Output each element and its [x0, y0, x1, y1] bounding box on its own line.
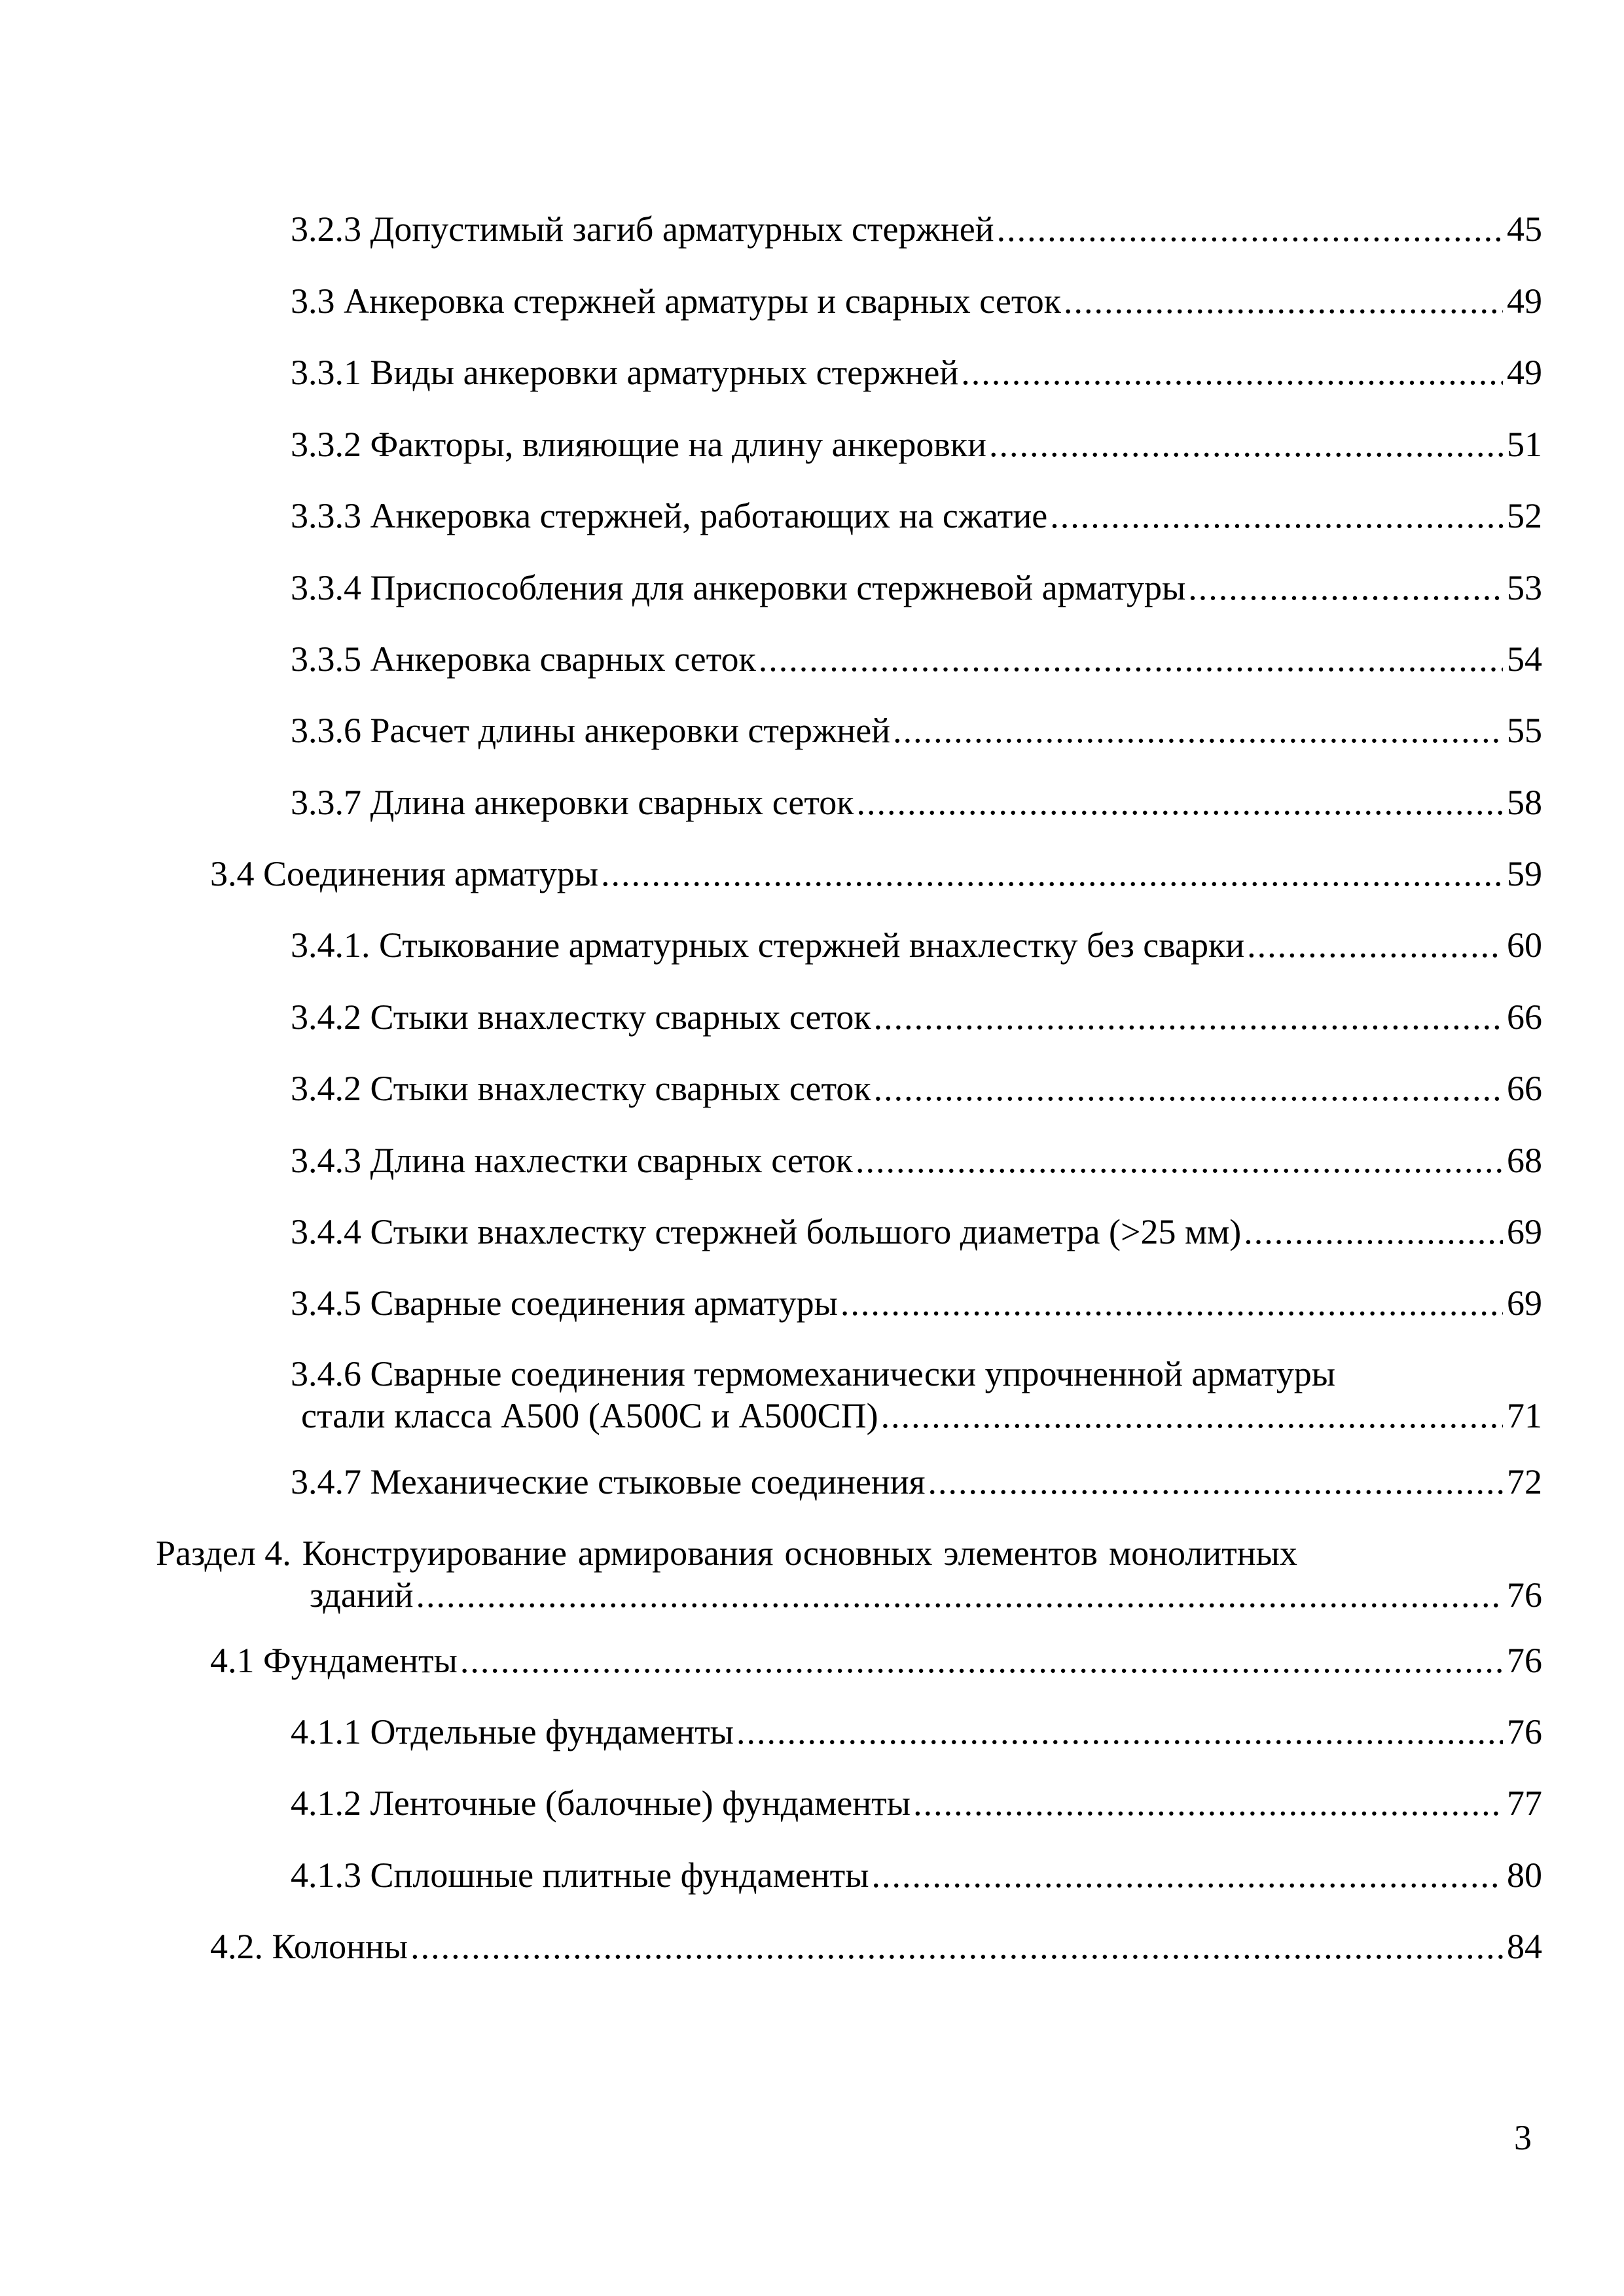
toc-entry-page: 59: [1507, 854, 1542, 893]
dot-leader: [410, 1926, 1503, 1967]
toc-entry-title: Анкеровка стержней арматуры и сварных сеток: [344, 281, 1061, 321]
toc-entry[interactable]: [291, 208, 1542, 250]
toc-entry-title: Сварные соединения термомеханически упрочненной арматуры: [370, 1354, 1336, 1393]
toc-entry-title: Отдельные фундаменты: [370, 1712, 734, 1751]
toc-entry[interactable]: [210, 1926, 1542, 1967]
dot-leader: [759, 638, 1503, 680]
toc-entry-page: 60: [1507, 925, 1542, 965]
toc-entry-page: 45: [1507, 209, 1542, 249]
toc-entry-title-continuation: стали класса А500 (А500С и А500СП): [301, 1396, 878, 1435]
dot-leader: [893, 709, 1503, 751]
toc-entry-page: 53: [1507, 568, 1542, 607]
toc-entry[interactable]: [291, 638, 1542, 680]
toc-entry-number: 3.3: [291, 281, 335, 321]
dot-leader: [997, 208, 1503, 250]
toc-entry-title: Механические стыковые соединения: [370, 1462, 926, 1501]
toc-entry-number: 3.4.6: [291, 1354, 361, 1393]
toc-entry-title: Стыки внахлестку сварных сеток: [370, 997, 871, 1037]
toc-entry-number: 3.4.2: [291, 1069, 361, 1108]
dot-leader: [601, 853, 1503, 895]
dot-leader: [416, 1574, 1504, 1616]
dot-leader: [989, 423, 1503, 465]
dot-leader: [460, 1640, 1503, 1681]
dot-leader: [1247, 924, 1503, 966]
toc-entry-number: 4.2.: [210, 1927, 263, 1966]
toc-entry-number: 4.1.1: [291, 1712, 361, 1751]
toc-entry-title: Факторы, влияющие на длину анкеровки: [370, 425, 987, 464]
toc-entry[interactable]: [291, 1353, 1542, 1437]
toc-entry[interactable]: [291, 1461, 1542, 1503]
toc-entry-number: 3.4.2: [291, 997, 361, 1037]
dot-leader: [1064, 280, 1503, 322]
toc-entry-page: 55: [1507, 711, 1542, 750]
toc-entry-page: 69: [1507, 1212, 1542, 1251]
dot-leader: [736, 1711, 1503, 1753]
toc-entry-number: 3.4.7: [291, 1462, 361, 1501]
toc-entry-page: 76: [1507, 1712, 1542, 1751]
dot-leader: [1188, 567, 1503, 609]
toc-entry-page: 49: [1507, 281, 1542, 321]
toc-entry-number: 3.4.4: [291, 1212, 361, 1251]
toc-section-word: монолитных: [1108, 1534, 1297, 1573]
toc-entry[interactable]: [291, 1711, 1542, 1753]
toc-entry-title: Сварные соединения арматуры: [370, 1283, 838, 1323]
dot-leader: [840, 1282, 1503, 1324]
toc-entry-page: 66: [1507, 997, 1542, 1037]
toc-entry-title: Допустимый загиб арматурных стержней: [370, 209, 994, 249]
dot-leader: [874, 1067, 1503, 1109]
toc-entry-title: Стыкование арматурных стержней внахлестку без сварки: [379, 925, 1245, 965]
toc-entry-title: Длина нахлестки сварных сеток: [370, 1141, 853, 1180]
toc-entry[interactable]: [210, 853, 1542, 895]
toc-entry-number: 3.3.5: [291, 639, 361, 679]
toc-entry-page: 69: [1507, 1283, 1542, 1323]
toc-entry[interactable]: [291, 351, 1542, 393]
dot-leader: [881, 1395, 1503, 1437]
toc-entry-page: 84: [1507, 1927, 1542, 1966]
dot-leader: [1050, 495, 1503, 537]
toc-entry[interactable]: [291, 1211, 1542, 1253]
toc-entry-number: 3.4.3: [291, 1141, 361, 1180]
toc-entry-title: Приспособления для анкеровки стержневой арматуры: [370, 568, 1186, 607]
toc-entry-number: 4.1: [210, 1641, 255, 1680]
toc-entry-title: Виды анкеровки арматурных стержней: [370, 353, 959, 392]
page-number: 3: [1514, 2118, 1532, 2157]
toc-entry-page: 58: [1507, 783, 1542, 822]
toc-entry[interactable]: [291, 709, 1542, 751]
toc-entry-number: 3.4.1.: [291, 925, 370, 965]
toc-entry-page: 76: [1507, 1575, 1542, 1615]
toc-entry[interactable]: [291, 1282, 1542, 1324]
toc-entry-page: 68: [1507, 1141, 1542, 1180]
toc-section-word: элементов: [943, 1534, 1098, 1573]
toc-entry[interactable]: [291, 1139, 1542, 1181]
toc-entry-number: 3.4.5: [291, 1283, 361, 1323]
dot-leader: [928, 1461, 1504, 1503]
toc-entry[interactable]: [291, 423, 1542, 465]
dot-leader: [856, 1139, 1503, 1181]
toc-entry-number: 4.1.3: [291, 1856, 361, 1895]
toc-entry-title: Ленточные (балочные) фундаменты: [370, 1784, 911, 1823]
dot-leader: [961, 351, 1503, 393]
toc-entry[interactable]: [291, 781, 1542, 823]
toc-entry[interactable]: [291, 924, 1542, 966]
toc-entry[interactable]: [291, 1854, 1542, 1896]
toc-entry-title: Фундаменты: [263, 1641, 458, 1680]
toc-entry-number: 3.2.3: [291, 209, 361, 249]
toc-entry-page: 77: [1507, 1784, 1542, 1823]
toc-entry-title: Анкеровка стержней, работающих на сжатие: [370, 496, 1048, 535]
toc-entry-number: 3.3.1: [291, 353, 361, 392]
toc-entry[interactable]: [291, 996, 1542, 1038]
toc-entry-number: 3.3.2: [291, 425, 361, 464]
toc-entry-title: Стыки внахлестку стержней большого диаметра (>25 мм): [370, 1212, 1242, 1251]
toc-entry-number: 3.3.6: [291, 711, 361, 750]
toc-entry[interactable]: [291, 1067, 1542, 1109]
toc-entry-page: 71: [1507, 1396, 1542, 1435]
toc-section-heading: [156, 1532, 1297, 1574]
toc-entry-title: Анкеровка сварных сеток: [370, 639, 756, 679]
toc-entry-number: 3.3.3: [291, 496, 361, 535]
toc-entry-number: 3.4: [210, 854, 255, 893]
toc-entry-number: 3.3.4: [291, 568, 361, 607]
toc-section-word: Конструирование: [302, 1534, 567, 1573]
dot-leader: [872, 1854, 1504, 1896]
toc-entry-title: Длина анкеровки сварных сеток: [370, 783, 854, 822]
toc-entry[interactable]: [291, 280, 1542, 322]
toc-entry[interactable]: [291, 495, 1542, 537]
toc-entry-page: 49: [1507, 353, 1542, 392]
dot-leader: [1244, 1211, 1503, 1253]
toc-entry-page: 80: [1507, 1856, 1542, 1895]
toc-section-word: основных: [784, 1534, 933, 1573]
dot-leader: [857, 781, 1503, 823]
toc-entry-page: 54: [1507, 639, 1542, 679]
toc-entry-page: 52: [1507, 496, 1542, 535]
toc-entry-number: 3.3.7: [291, 783, 361, 822]
dot-leader: [913, 1782, 1503, 1824]
toc-entry-number: 4.1.2: [291, 1784, 361, 1823]
dot-leader: [874, 996, 1503, 1038]
toc-entry-page: 66: [1507, 1069, 1542, 1108]
toc-section-word: армирования: [577, 1534, 774, 1573]
toc-entry-title: Сплошные плитные фундаменты: [370, 1856, 869, 1895]
toc-entry[interactable]: [210, 1640, 1542, 1681]
toc-section-label: Раздел 4.: [156, 1534, 291, 1573]
toc-entry[interactable]: [291, 567, 1542, 609]
toc-entry-title: Соединения арматуры: [263, 854, 598, 893]
toc-entry-title: Стыки внахлестку сварных сеток: [370, 1069, 871, 1108]
toc-entry-page: 76: [1507, 1641, 1542, 1680]
toc-entry-title: Расчет длины анкеровки стержней: [370, 711, 891, 750]
toc-entry-title-continuation: зданий: [310, 1575, 414, 1615]
toc-entry[interactable]: [291, 1782, 1542, 1824]
toc-entry-title: Колонны: [272, 1927, 408, 1966]
toc-entry-page: 72: [1507, 1462, 1542, 1501]
toc-entry-page: 51: [1507, 425, 1542, 464]
toc-section-entry[interactable]: [156, 1532, 1542, 1616]
